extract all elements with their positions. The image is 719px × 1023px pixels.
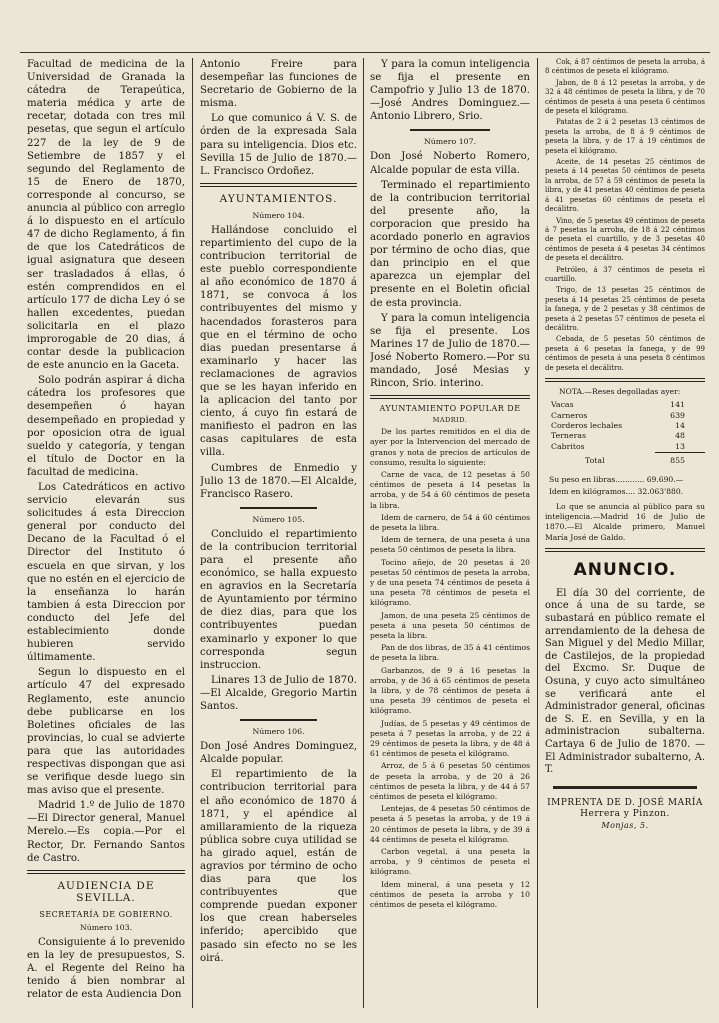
column-1 [27, 58, 185, 1003]
price-item: Pan de dos libras, de 35 á 41 céntimos de peseta la libra. [370, 643, 530, 663]
table-row [545, 421, 705, 431]
notice-number: Número 106. [252, 727, 305, 737]
section-heading: AUDIENCIA DE SEVILLA. [57, 879, 155, 904]
price-item: Jabon, de 8 á 12 pesetas la arroba, y de 32 á 48 céntimos de peseta la libra, y de 70 céntimos de peseta á una peseta 6 céntimos de peseta el kilógramo. [545, 78, 705, 116]
printer-imprint: IMPRENTA DE D. JOSÉ MARÍA Herrera y Pinzon. [547, 797, 703, 819]
table-row [545, 400, 705, 410]
announcement-heading: ANUNCIO. [573, 559, 677, 580]
paragraph: Lo que se anuncia al público para su inteligencia.—Madrid 16 de Julio de 1870.—El Alcalde primero, Manuel María José de Galdo. [545, 502, 705, 542]
signature: Linares 13 de Julio de 1870. —El Alcalde, Gregorio Martin Santos. [200, 674, 357, 713]
separator [370, 395, 530, 399]
price-item: Arroz, de 5 á 6 pesetas 50 céntimos de peseta la arroba, y de 20 á 26 céntimos de peseta la libra, y de 44 á 57 céntimos de peseta el kilógramo. [370, 761, 530, 802]
paragraph: Consiguiente á lo prevenido en la ley de presupuestos, S. A. el Regente del Reino ha tenido á bien nombrar al relator de esta Audiencia Don [27, 936, 185, 1001]
section-heading: MADRID. [432, 416, 468, 425]
row-value: 141 [670, 400, 685, 410]
top-rule [20, 52, 710, 53]
price-item: Patatas de 2 á 2 pesetas 13 céntimos de peseta la arroba, de 8 á 9 céntimos de peseta la libra, y de 17 á 19 céntimos de peseta el kilógramo. [545, 118, 705, 155]
price-item: Cok, á 87 céntimos de peseta la arroba, á 8 céntimos de peseta el kilógramo. [545, 58, 705, 76]
paragraph: Segun lo dispuesto en el artículo 47 del expresado Reglamento, este anuncio debe publicarse en los Boletines oficiales de las provincias, lo cual se advierte para que las autoridades respectivas dispongan que asi se verifique desde luego sin mas aviso que el presente. [27, 667, 185, 797]
total-value: 855 [670, 456, 685, 466]
paragraph: Don José Andres Dominguez, Alcalde popular. [200, 741, 357, 766]
note-heading: NOTA.—Reses degolladas ayer: [559, 387, 681, 396]
separator [240, 719, 317, 721]
separator [240, 507, 317, 509]
column-rule [537, 58, 538, 1008]
signature: Madrid 1.º de Julio de 1870 —El Director general, Manuel Merelo.—Es copia.—Por el Rector, Dr. Fernando Santos de Castro. [27, 800, 185, 864]
price-item: Idem mineral, á una peseta y 12 céntimos de peseta la arroba y 10 céntimos de peseta el kilógramo. [370, 879, 530, 910]
paragraph: Hallándose concluido el repartimiento del cupo de la contribucion territorial de este pueblo correspondiente al año económico de 1870 á 1871, se convoca á los contribuyentes del mismo y hacendados forasteros para que en el término de ocho dias puedan presentarse á examinarlo y hacer las reclamaciones de agravios que se les hayan inferido en la aplicacion del tanto por ciento, á cuyo fin estará de manifiesto el padron en las casas capitulares de esta villa. [200, 224, 357, 459]
price-item: Trigo, de 13 pesetas 25 céntimos de peseta á 14 pesetas 25 céntimos de peseta la fanega, y de 2 pesetas y 38 céntimos de peseta á 2 pesetas 57 céntimos de peseta el decálitro. [545, 286, 705, 332]
row-label: Corderos lechales [551, 421, 623, 431]
notice-number: Número 104. [252, 210, 305, 220]
paragraph: Antonio Freire para desempeñar las funciones de Secretario de Gobierno de la misma. [200, 59, 357, 110]
separator [545, 378, 705, 382]
signature: Cumbres de Enmedio y Julio 13 de 1870.—El Alcalde, Francisco Rasero. [200, 462, 357, 500]
paragraph: Facultad de medicina de la Universidad de Granada la cátedra de Terapeútica, materia médica y arte de recetar, dotada con tres mil pesetas, que segun el artículo 227 de la ley de 9 de Setiembre de 1857 y el segundo del Reglamento de 15 de Enero de 1870, corresponde al concurso, se anuncia al público con arreglo á lo dispuesto en el artículo 47 de dicho Reglamento, á fin de que los Catedráticos de igual asignatura que deseen ser trasladados á ellas, ó estén comprendidos en el artículo 177 de dicha Ley ó se hallen excedentes, puedan solicitarla en el plazo improrogable de 20 dias, á contar desde la publicacion de este anuncio en la Gaceta. [27, 59, 185, 372]
price-item: Lentejas, de 4 pesetas 50 céntimos de peseta á 5 pesetas la arroba, y de 19 á 20 céntimos de peseta la libra, y de 39 á 44 céntimos de peseta el kilógramo. [370, 804, 530, 844]
row-value: 48 [675, 431, 685, 441]
paragraph: Y para la comun inteligencia se fija el presente en Campofrio y Julio 13 de 1870.—José Andres Dominguez.—Antonio Librero, Srio. [370, 59, 530, 123]
table-row [545, 411, 705, 421]
signature: Y para la comun inteligencia se fija el presente. Los Marines 17 de Julio de 1870.—José Noberto Romero.—Por su mandado, José Mesias y Rincon, Srio. interino. [370, 312, 530, 390]
price-item: Judías, de 5 pesetas y 49 céntimos de peseta á 7 pesetas la arroba, y de 22 á 29 céntimos de peseta la libra, y de 48 á 61 céntimos de peseta el kilógramo. [370, 718, 530, 759]
price-item: Idem de ternera, de una peseta á una peseta 50 céntimos de peseta la libra. [370, 535, 530, 555]
paragraph: El repartimiento de la contribucion territorial para el año económico de 1870 á 1871, y el apéndice al amillaramiento de la riqueza pública sobre cuya utilidad se ha girado aquel, están de agravios por término de ocho dias para que los contribuyentes que comprende puedan exponer los que crean haberseles inferido; apercibido que pasado sin efecto no se les oirá. [200, 769, 357, 964]
price-item: Carbon vegetal, á una peseta la arroba, y 9 céntimos de peseta el kilógramo. [370, 847, 530, 877]
table-row [545, 431, 705, 441]
paragraph: Concluido el repartimiento de la contribucion territorial para el presente año económico, se halla expuesto en agravios en la Secretaría de Ayuntamiento por término de diez dias, para que los contribuyentes puedan examinarlo y exponer lo que corresponda segun instruccion. [200, 528, 357, 671]
row-label: Terneras [551, 431, 586, 441]
separator [200, 183, 357, 187]
paragraph: De los partes remitidos en el dia de ayer por la Intervencion del mercado de granos y nota de precios de artículos de consumo, resulta lo siguiente: [370, 427, 530, 467]
notice-number: Número 103. [79, 922, 133, 932]
total-label: Total [585, 455, 605, 465]
price-item: Carne de vaca, de 12 pesetas á 50 céntimos de peseta á 14 pesetas la arroba, y de 54 á 60 céntimos de peseta la libra. [370, 469, 530, 510]
price-item: Garbanzos, de 9 á 16 pesetas la arroba, y de 36 á 65 céntimos de peseta la libra, y de 78 céntimos de peseta á una peseta 39 céntimos de peseta el kilógramo. [370, 665, 530, 716]
livestock-table [545, 400, 705, 466]
separator [410, 129, 490, 131]
notice-number: Número 105. [252, 514, 305, 524]
price-item: Jamon, de una peseta 25 céntimos de peseta á una peseta 50 céntimos de peseta la libra. [370, 610, 530, 641]
paragraph: Don José Noberto Romero, Alcalde popular de esta villa. [370, 151, 530, 176]
table-row [545, 442, 705, 453]
section-heading: AYUNTAMIENTOS. [219, 192, 338, 205]
price-item: Cebada, de 5 pesetas 50 céntimos de peseta á 6 pesetas la fanega, y de 99 céntimos de peseta á una peseta 8 céntimos de peseta el decálitro. [545, 335, 705, 372]
weight-kilograms: Idem en kilógramos.... 32.063'880. [549, 486, 684, 496]
separator [27, 870, 185, 874]
row-label: Vacas [551, 400, 574, 410]
column-rule [363, 58, 364, 1008]
separator [545, 548, 705, 552]
row-value: 14 [675, 421, 685, 431]
notice-number: Número 107. [423, 137, 477, 147]
price-item: Idem de carnero, de 54 á 60 céntimos de peseta la libra. [370, 512, 530, 532]
paragraph: Los Catedráticos en activo servicio elevarán sus solicitudes á esta Direccion general por conducto del Decano de la Facultad ó el Director del Instituto ó escuela en que sirvan, y los que no estén en el ejercicio de la enseñanza lo harán tambien á esta Direccion por conducto del Jefe del establecimiento donde hubieren servido últimamente. [27, 482, 185, 664]
subsection-heading: SECRETARÍA DE GOBIERNO. [39, 909, 173, 919]
column-4 [545, 58, 705, 831]
printer-address: Monjas, 5. [601, 820, 649, 830]
row-value: 13 [655, 442, 705, 453]
price-item: Petróleo, á 37 céntimos de peseta el cuartillo. [545, 265, 705, 283]
weight-pounds: Su peso en libras............ 69.690.— [549, 474, 684, 484]
row-label: Cabritos [551, 442, 585, 452]
table-total-row [545, 453, 705, 467]
paragraph: Lo que comunico á V. S. de órden de la expresada Sala para su inteligencia. Dios etc. Sevilla 15 de Julio de 1870.—L. Francisco Ordoñez. [200, 113, 357, 177]
price-item: Tocino añejo, de 20 pesetas á 20 pesetas 50 céntimos de peseta la arroba, y de una peseta 74 céntimos de peseta á una peseta 78 céntimos de peseta el kilógramo. [370, 557, 530, 608]
column-rule [192, 58, 193, 1008]
row-label: Carneros [551, 410, 588, 420]
paragraph: Terminado el repartimiento de la contribucion territorial del presente año, la corporacion que presido ha acordado ponerlo en agravios por término de ocho dias, que dan principio en el que aparezca un ejemplar del presente en el Boletin oficial de esta provincia. [370, 179, 530, 309]
column-3 [370, 58, 530, 912]
price-item: Aceite, de 14 pesetas 25 céntimos de peseta á 14 pesetas 50 céntimos de peseta la arroba, de 57 á 59 céntimos de peseta la libra, y de 41 pesetas 40 céntimos de peseta á 41 pesetas 60 céntimos de peseta el decálitro. [545, 158, 705, 214]
separator [553, 786, 697, 789]
section-heading: AYUNTAMIENTO POPULAR DE [379, 404, 521, 414]
paragraph: El día 30 del corriente, de once á una de su tarde, se subastará en público remate el arrendamiento de la dehesa de San Miguel y del Medio Millar, de Castilejos, de la propiedad del Excmo. Sr. Duque de Osuna, y cuyo acto simultáneo se verificará ante el Administrador general, oficinas de S. E. en Sevilla, y en la administracion subalterna. Cartaya 6 de Julio de 1870. —El Administrador subalterno, A. T. [545, 587, 705, 776]
column-2 [200, 58, 357, 967]
paragraph: Solo podrán aspirar á dicha cátedra los profesores que desempeñen ó hayan desempeñado en propiedad y por oposicion otra de igual sueldo y categoría, y tengan el título de Doctor en la facultad de medicina. [27, 375, 185, 478]
row-value: 639 [670, 410, 685, 420]
price-item: Vino, de 5 pesetas 49 céntimos de peseta á 7 pesetas la arroba, de 18 á 22 céntimos de peseta el cuartillo, y de 3 pesetas 40 céntimos de peseta á 4 pesetas 34 céntimos de peseta el decálitro. [545, 216, 705, 263]
